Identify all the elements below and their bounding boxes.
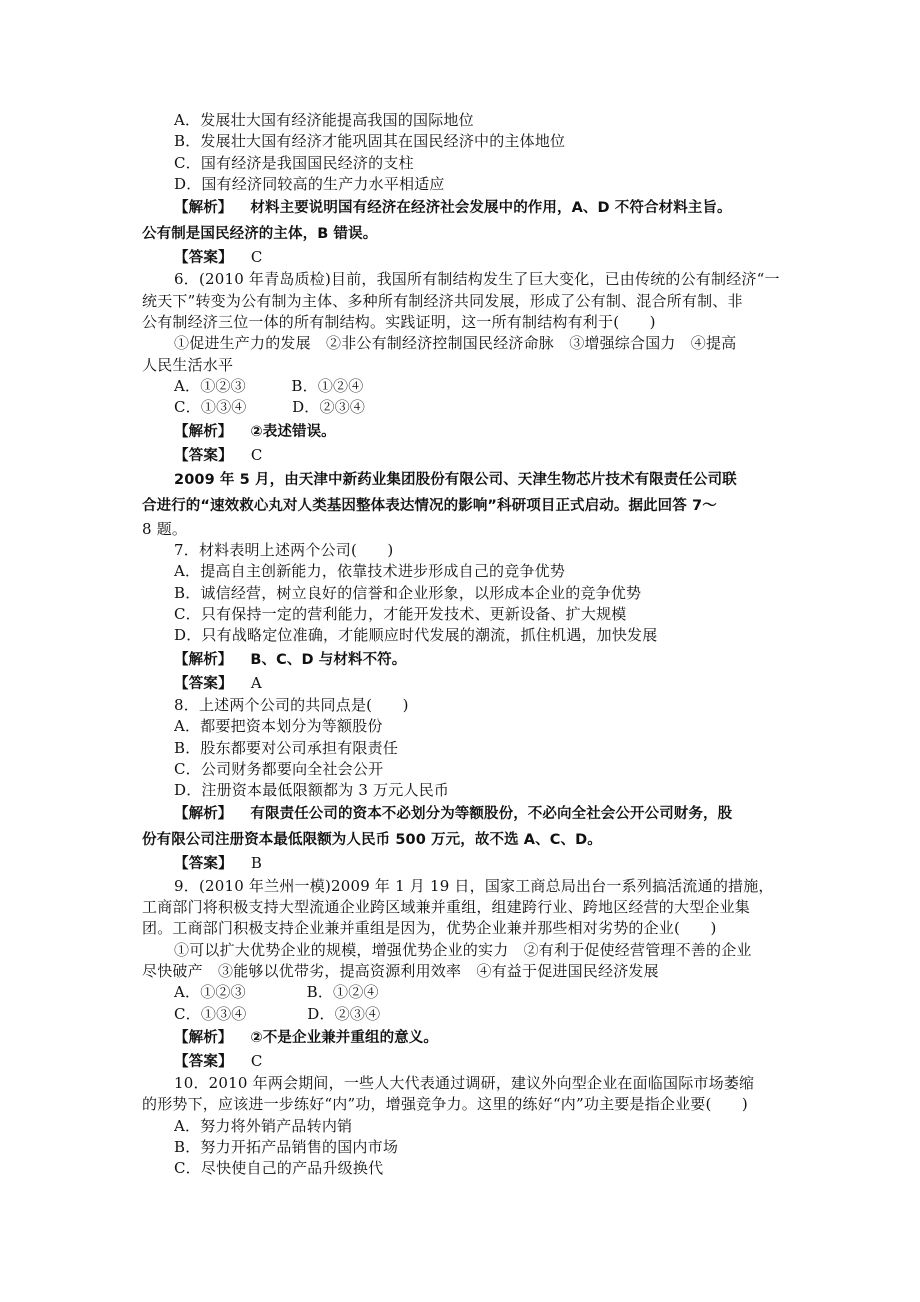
line-text: C．尽快使自己的产品升级换代 bbox=[174, 1159, 384, 1178]
answer-value: C bbox=[250, 1051, 263, 1070]
text-line-opt bbox=[142, 583, 782, 604]
text-line-boldcont bbox=[142, 493, 782, 519]
text-line-opt bbox=[142, 738, 782, 759]
line-text: 的形势下，应该进一步练好“内”功，增强竞争力。这里的练好“内”功主要是指企业要( ) bbox=[142, 1095, 748, 1114]
line-text: ①可以扩大优势企业的规模，增强优势企业的实力 ②有利于促使经营管理不善的企业 bbox=[174, 940, 752, 959]
line-text: D．只有战略定位准确，才能顺应时代发展的潮流，抓住机遇，加快发展 bbox=[174, 626, 658, 645]
line-text: C．国有经济是我国国民经济的支柱 bbox=[174, 153, 414, 172]
line-text: 公有制是国民经济的主体，B 错误。 bbox=[142, 226, 378, 243]
answer-tag: 【答案】 bbox=[174, 1053, 233, 1070]
text-line-opt bbox=[142, 1004, 782, 1025]
line-text: D．国有经济同较高的生产力水平相适应 bbox=[174, 174, 445, 193]
text-line-boldind bbox=[142, 467, 782, 493]
line-text: A．①②③ B．①②④ bbox=[174, 376, 364, 395]
line-text: 8 题。 bbox=[142, 519, 188, 538]
text-line-plain bbox=[142, 961, 782, 982]
text-line-plain bbox=[142, 918, 782, 939]
line-text: C．①③④ D．②③④ bbox=[174, 1004, 381, 1023]
text-line-analysis bbox=[142, 801, 782, 827]
text-line-plain bbox=[142, 897, 782, 918]
text-line-ind bbox=[142, 1073, 782, 1094]
line-text: D．注册资本最低限额都为 3 万元人民币 bbox=[174, 781, 450, 800]
text-line-answer bbox=[142, 247, 782, 269]
line-text: 合进行的“速效救心丸对人类基因整体表达情况的影响”科研项目正式启动。据此回答 7～ bbox=[142, 497, 717, 514]
text-line-opt bbox=[142, 397, 782, 418]
analysis-text: B、C、D 与材料不符。 bbox=[250, 651, 407, 668]
line-text: A．努力将外销产品转内销 bbox=[174, 1116, 353, 1135]
text-line-plain bbox=[142, 1094, 782, 1115]
line-text: ①促进生产力的发展 ②非公有制经济控制国民经济命脉 ③增强综合国力 ④提高 bbox=[174, 334, 737, 353]
text-line-answer bbox=[142, 445, 782, 467]
text-line-plain bbox=[142, 355, 782, 376]
line-text: 10．2010 年两会期间，一些人大代表通过调研，建议外向型企业在面临国际市场萎缩 bbox=[174, 1074, 755, 1093]
text-line-answer bbox=[142, 1051, 782, 1073]
answer-value: C bbox=[250, 445, 263, 464]
analysis-tag: 【解析】 bbox=[174, 423, 233, 440]
text-line-answer bbox=[142, 853, 782, 875]
text-line-plain bbox=[142, 312, 782, 333]
line-text: 6．(2010 年青岛质检)目前，我国所有制结构发生了巨大变化，已由传统的公有制经济“一 bbox=[174, 270, 780, 289]
answer-tag: 【答案】 bbox=[174, 856, 233, 873]
text-line-ind bbox=[142, 269, 782, 290]
line-text: 2009 年 5 月，由天津中新药业集团股份有限公司、天津生物芯片技术有限责任公司联 bbox=[174, 471, 737, 488]
line-text: 公有制经济三位一体的所有制结构。实践证明，这一所有制结构有利于( ) bbox=[142, 313, 656, 332]
line-text: 工商部门将积极支持大型流通企业跨区域兼并重组，组建跨行业、跨地区经营的大型企业集 bbox=[142, 898, 751, 917]
text-line-plain bbox=[142, 291, 782, 312]
text-line-opt bbox=[142, 540, 782, 561]
text-line-answer bbox=[142, 673, 782, 695]
line-text: B．诚信经营，树立良好的信誉和企业形象，以形成本企业的竞争优势 bbox=[174, 583, 642, 602]
text-line-ind bbox=[142, 333, 782, 354]
text-line-analysis bbox=[142, 195, 782, 221]
line-text: 团。工商部门积极支持企业兼并重组是因为，优势企业兼并那些相对劣势的企业( ) bbox=[142, 919, 717, 938]
analysis-text: 有限责任公司的资本不必划分为等额股份，不必向全社会公开公司财务，股 bbox=[250, 806, 733, 823]
line-text: 7．材料表明上述两个公司( ) bbox=[174, 541, 394, 560]
line-text: 份有限公司注册资本最低限额为人民币 500 万元，故不选 A、C、D。 bbox=[142, 832, 602, 849]
line-text: C．只有保持一定的营利能力，才能开发技术、更新设备、扩大规模 bbox=[174, 605, 627, 624]
line-text: B．努力开拓产品销售的国内市场 bbox=[174, 1137, 399, 1156]
text-line-opt bbox=[142, 110, 782, 131]
answer-tag: 【答案】 bbox=[174, 447, 233, 464]
line-text: 统天下”转变为公有制为主体、多种所有制经济共同发展，形成了公有制、混合所有制、非 bbox=[142, 291, 743, 310]
text-line-opt bbox=[142, 174, 782, 195]
answer-value: A bbox=[250, 673, 262, 692]
answer-value: B bbox=[250, 854, 263, 873]
analysis-text: 材料主要说明国有经济在经济社会发展中的作用，A、D 不符合材料主旨。 bbox=[250, 200, 732, 217]
line-text: 人民生活水平 bbox=[142, 355, 234, 374]
text-line-boldcont bbox=[142, 827, 782, 853]
line-text: B．股东都要对公司承担有限责任 bbox=[174, 738, 399, 757]
analysis-tag: 【解析】 bbox=[174, 651, 233, 668]
answer-tag: 【答案】 bbox=[174, 675, 233, 692]
analysis-text: ②表述错误。 bbox=[250, 423, 336, 440]
line-text: B．发展壮大国有经济才能巩固其在国民经济中的主体地位 bbox=[174, 132, 566, 151]
text-line-analysis bbox=[142, 1025, 782, 1051]
text-line-boldcont bbox=[142, 221, 782, 247]
text-line-opt bbox=[142, 625, 782, 646]
text-line-opt bbox=[142, 131, 782, 152]
line-text: A．①②③ B．①②④ bbox=[174, 983, 379, 1002]
text-line-opt bbox=[142, 153, 782, 174]
text-line-analysis bbox=[142, 419, 782, 445]
analysis-text: ②不是企业兼并重组的意义。 bbox=[250, 1029, 438, 1046]
analysis-tag: 【解析】 bbox=[174, 806, 233, 823]
text-line-opt bbox=[142, 780, 782, 801]
document-page bbox=[142, 110, 782, 1180]
line-text: 尽快破产 ③能够以优带劣，提高资源利用效率 ④有益于促进国民经济发展 bbox=[142, 961, 659, 980]
text-line-opt bbox=[142, 982, 782, 1003]
text-line-ind bbox=[142, 940, 782, 961]
answer-value: C bbox=[250, 248, 263, 267]
analysis-tag: 【解析】 bbox=[174, 1029, 233, 1046]
line-text: A．都要把资本划分为等额股份 bbox=[174, 717, 383, 736]
text-line-opt bbox=[142, 1158, 782, 1179]
text-line-opt bbox=[142, 716, 782, 737]
line-text: C．①③④ D．②③④ bbox=[174, 398, 366, 417]
text-line-plain bbox=[142, 519, 782, 540]
text-line-opt bbox=[142, 695, 782, 716]
line-text: 8．上述两个公司的共同点是( ) bbox=[174, 695, 409, 714]
text-line-opt bbox=[142, 604, 782, 625]
text-line-analysis bbox=[142, 647, 782, 673]
text-line-opt bbox=[142, 376, 782, 397]
text-line-opt bbox=[142, 561, 782, 582]
text-line-opt bbox=[142, 759, 782, 780]
analysis-tag: 【解析】 bbox=[174, 200, 233, 217]
line-text: A．提高自主创新能力，依靠技术进步形成自己的竞争优势 bbox=[174, 562, 566, 581]
line-text: C．公司财务都要向全社会公开 bbox=[174, 759, 384, 778]
line-text: A．发展壮大国有经济能提高我国的国际地位 bbox=[174, 111, 474, 129]
answer-tag: 【答案】 bbox=[174, 250, 233, 267]
line-text: 9．(2010 年兰州一模)2009 年 1 月 19 日，国家工商总局出台一系列搞活流通的措施， bbox=[174, 876, 774, 895]
text-line-ind bbox=[142, 876, 782, 897]
text-line-opt bbox=[142, 1116, 782, 1137]
text-line-opt bbox=[142, 1137, 782, 1158]
